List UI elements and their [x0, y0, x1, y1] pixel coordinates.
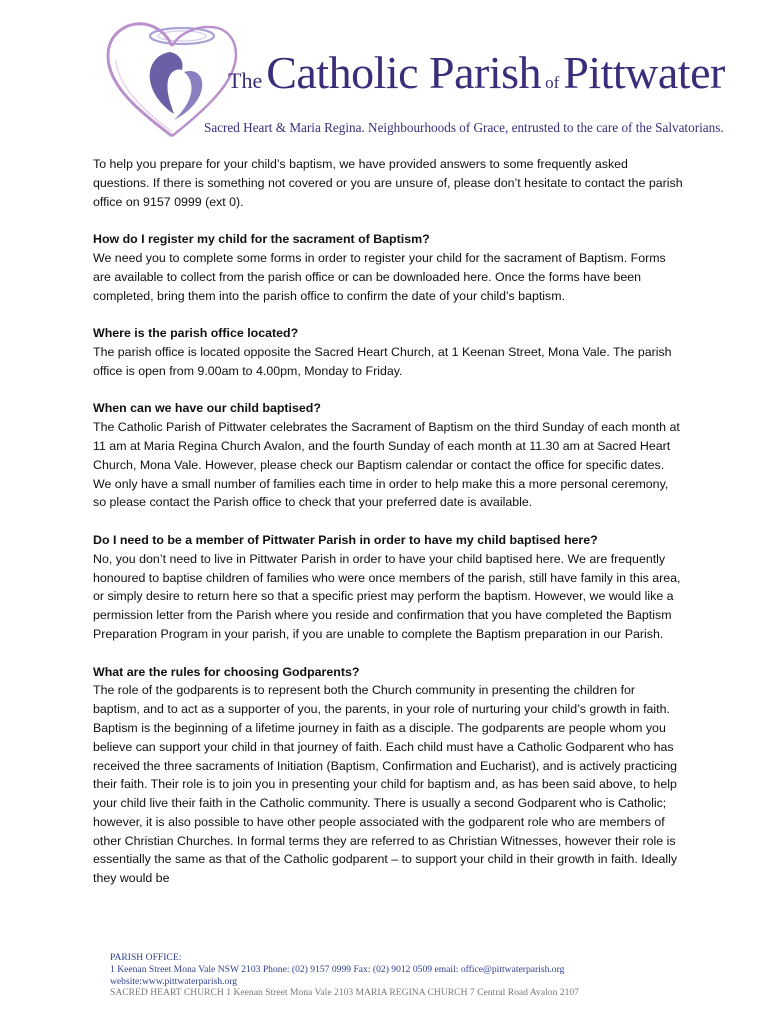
footer-churches-line: SACRED HEART CHURCH 1 Keenan Street Mona Vale 2103 MARIA REGINA CHURCH 7 Central Road Avalon 2107	[110, 987, 579, 999]
letterhead	[100, 14, 725, 144]
faq-question: Do I need to be a member of Pittwater Parish in order to have my child baptised here?	[93, 532, 598, 547]
faq-question: How do I register my child for the sacrament of Baptism?	[93, 232, 430, 247]
faq-item	[93, 663, 683, 889]
faq-question: What are the rules for choosing Godparents?	[93, 664, 360, 679]
parish-tagline: Sacred Heart & Maria Regina. Neighbourhoods of Grace, entrusted to the care of the Salvatorians.	[204, 120, 724, 135]
faq-item	[93, 399, 683, 512]
faq-item	[93, 324, 683, 380]
footer-office-label: PARISH OFFICE:	[110, 952, 182, 963]
footer-website-link[interactable]: website:www.pittwaterparish.org	[110, 975, 238, 987]
faq-item	[93, 531, 683, 644]
faq-item	[93, 230, 683, 305]
title-the: The	[228, 68, 263, 93]
footer-contact-line: 1 Keenan Street Mona Vale NSW 2103 Phone: (02) 9157 0999 Fax: (02) 9012 0509 email: office@pittwaterparish.org	[110, 963, 565, 975]
faq-answer: The Catholic Parish of Pittwater celebrates the Sacrament of Baptism on the third Sunday of each month at 11 am at Maria Regina Church Avalon, and the fourth Sunday of each month at 11.30 am at Sacred Heart Church, Mona Vale. However, please check our Baptism calendar or contact the office for specific dates. We only have a small number of families each time in order to help make this a more personal ceremony, so please contact the Parish office to check that your preferred date is available.	[93, 420, 680, 510]
parish-title	[228, 47, 725, 98]
title-place: Pittwater	[563, 47, 725, 98]
faq-answer: The role of the godparents is to represent both the Church community in presenting the children for baptism, and to act as a supporter of you, the parents, in your role of nurturing your child’s growth in faith. Baptism is the beginning of a lifetime journey in faith as a disciple. The godparents are people whom you believe can support your child in that journey of faith. Each child must have a Catholic Godparent who has received the three sacraments of Initiation (Baptism, Confirmation and Eucharist), and is actively practicing their faith. Their role is to join you in presenting your child for baptism and, as has been said above, to help your child live their faith in the Catholic community. There is usually a second Godparent who is Catholic; however, it is also possible to have other people associated with the godparent role who are members of other Christian Churches. In formal terms they are referred to as Christian Witnesses, however their role is essentially the same as that of the Catholic godparent – to support your child in their growth in faith. Ideally they would be	[93, 683, 678, 886]
faq-answer: No, you don’t need to live in Pittwater Parish in order to have your child baptised here. We are frequently honoured to baptise children of families who were once members of the parish, still have family in this area, or simply desire to return here so that a specific priest may perform the baptism. However, we would like a permission letter from the Parish where you reside and confirmation that you have completed the Baptism Preparation Program in your parish, if you are unable to complete the Baptism preparation in our Parish.	[93, 551, 681, 641]
page-footer	[110, 952, 670, 999]
faq-answer: The parish office is located opposite the Sacred Heart Church, at 1 Keenan Street, Mona Vale. The parish office is open from 9.00am to 4.00pm, Monday to Friday.	[93, 344, 672, 378]
intro-paragraph: To help you prepare for your child’s baptism, we have provided answers to some frequently asked questions. If there is something not covered or you are unsure of, please don’t hesitate to contact the parish office on 9157 0999 (ext 0).	[93, 157, 683, 209]
title-main: Catholic Parish	[266, 47, 542, 98]
faq-answer: We need you to complete some forms in order to register your child for the sacrament of Baptism. Forms are available to collect from the parish office or can be downloaded here. Once the forms have been completed, bring them into the parish office to confirm the date of your child’s baptism.	[93, 250, 666, 303]
faq-content	[93, 155, 683, 907]
faq-question: Where is the parish office located?	[93, 326, 299, 341]
title-of: of	[545, 73, 560, 92]
faq-question: When can we have our child baptised?	[93, 401, 321, 416]
